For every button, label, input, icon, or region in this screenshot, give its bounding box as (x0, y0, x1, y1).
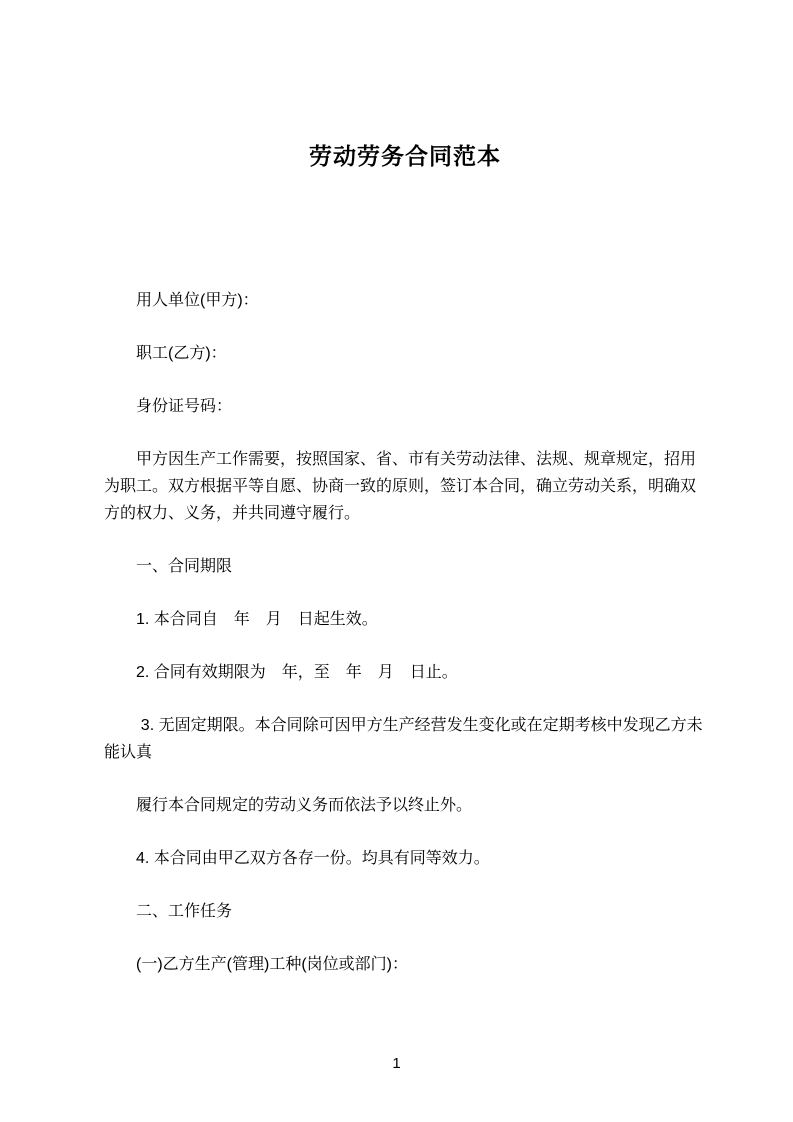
field-employer-party-a: 用人单位(甲方)： (136, 292, 259, 309)
section-2-heading: 二、工作任务 (136, 903, 233, 920)
section-2-item-1: (一)乙方生产(管理)工种(岗位或部门)： (136, 956, 408, 973)
intro-paragraph: 甲方因生产工作需要，按照国家、省、市有关劳动法律、法规、规章规定，招用为职工。双方根据平等自愿、协商一致的原则，签订本合同，确立劳动关系，明确双方的权力、义务，并共同遵守履行。 (104, 451, 697, 522)
field-id-number: 身份证号码： (136, 398, 233, 415)
contract-item-2: 2. 合同有效期限为 年，至 年 月 日止。 (136, 664, 458, 681)
page-number: 1 (392, 1055, 401, 1072)
field-employee-party-b: 职工(乙方)： (136, 345, 227, 362)
contract-item-4: 4. 本合同由甲乙双方各存一份。均具有同等效力。 (136, 850, 490, 867)
contract-item-3: 3. 无固定期限。本合同除可因甲方生产经营发生变化或在定期考核中发现乙方未能认真 (104, 717, 703, 761)
document-title: 劳动劳务合同范本 (309, 143, 501, 169)
section-1-heading: 一、合同期限 (136, 558, 233, 575)
contract-item-1: 1. 本合同自 年 月 日起生效。 (136, 611, 378, 628)
contract-item-3-continuation: 履行本合同规定的劳动义务而依法予以终止外。 (136, 797, 473, 814)
